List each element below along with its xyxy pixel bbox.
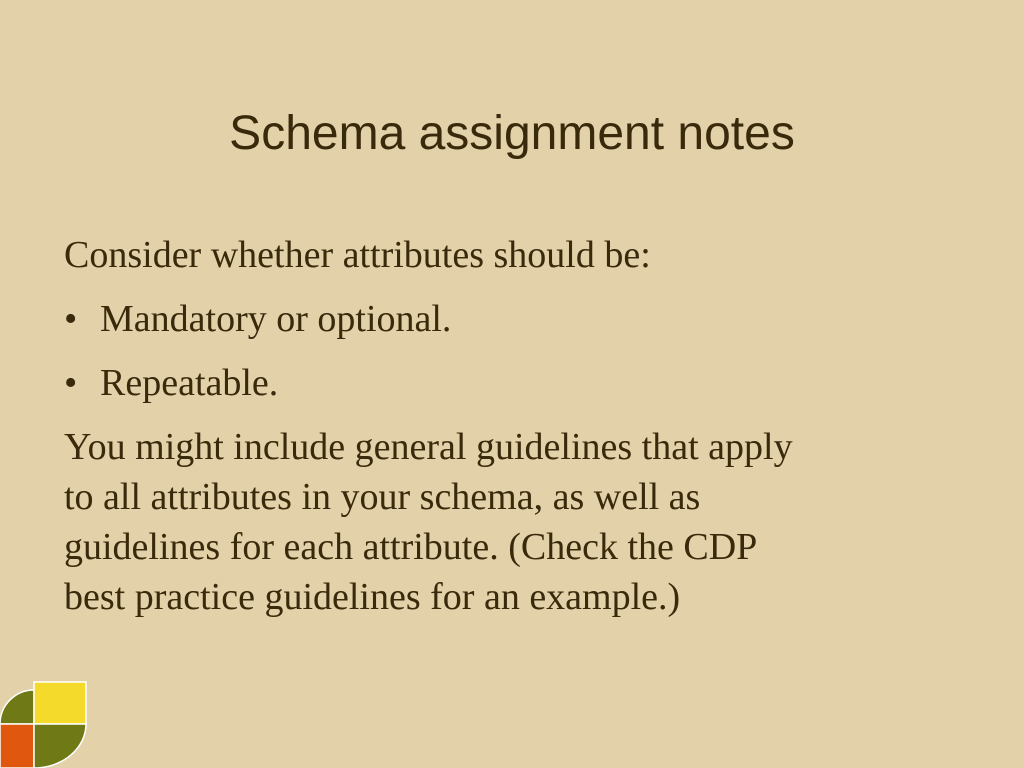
bullet-marker: • [64,298,78,340]
paragraph-line: to all attributes in your schema, as well as [64,476,701,518]
intro-text: Consider whether attributes should be: [64,234,651,276]
logo-yellow-square [34,682,86,724]
bullet-text: Mandatory or optional. [100,298,452,340]
paragraph-line: best practice guidelines for an example.) [64,576,681,618]
slide-title: Schema assignment notes [229,107,795,160]
paragraph-line: guidelines for each attribute. (Check the CDP [64,526,758,568]
slide-body [64,232,964,624]
guideline-paragraph [64,420,964,624]
paragraph-line: You might include general guidelines that apply [64,426,793,468]
logo-olive-leaf-bottom [34,724,86,768]
bullet-item [64,296,964,342]
bullet-marker: • [64,362,78,404]
logo-olive-leaf-top [0,690,34,724]
quadrant-leaf-logo-icon [0,680,88,768]
bullet-item [64,360,964,406]
bullet-text: Repeatable. [100,362,279,404]
logo-orange-square [0,724,34,768]
